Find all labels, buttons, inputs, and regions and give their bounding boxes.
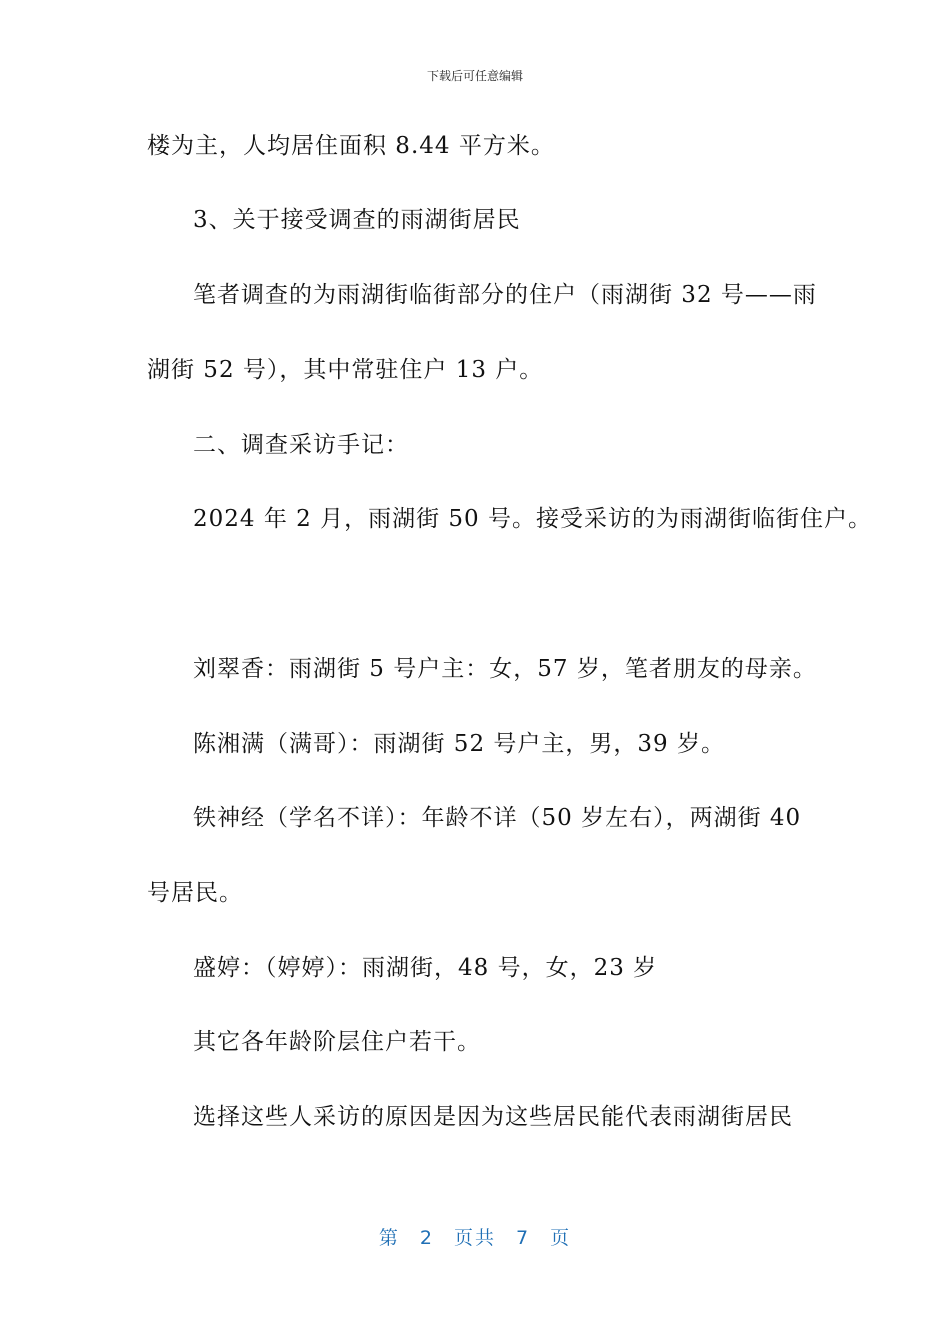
body-line: 其它各年龄阶层住户若干。	[193, 1029, 481, 1055]
section-heading: 3、关于接受调查的雨湖街居民	[193, 207, 521, 233]
page-header: 下载后可任意编辑	[426, 69, 523, 83]
body-line: 湖街 52 号），其中常驻住户 13 户。	[147, 357, 544, 383]
interviewee-entry: 铁神经（学名不详）：年龄不详（50 岁左右），两湖街 40	[193, 805, 802, 831]
section-heading: 二、调查采访手记：	[193, 432, 409, 458]
interviewee-entry: 陈湘满（满哥）：雨湖街 52 号户主，男，39 岁。	[193, 731, 725, 757]
body-line: 笔者调查的为雨湖街临街部分的住户（雨湖街 32 号——雨	[193, 282, 817, 308]
body-line: 号居民。	[147, 880, 243, 906]
interviewee-entry: 盛婷：（婷婷）：雨湖街，48 号，女，23 岁	[193, 955, 658, 981]
body-line: 楼为主，人均居住面积 8.44 平方米。	[147, 133, 555, 159]
body-line: 选择这些人采访的原因是因为这些居民能代表雨湖街居民	[193, 1104, 793, 1130]
page-number-footer: 第 2 页共 7 页	[378, 1227, 572, 1249]
interviewee-entry: 刘翠香：雨湖街 5 号户主：女，57 岁，笔者朋友的母亲。	[193, 656, 817, 682]
body-line: 2024 年 2 月，雨湖街 50 号。接受采访的为雨湖街临街住户。	[193, 506, 872, 532]
